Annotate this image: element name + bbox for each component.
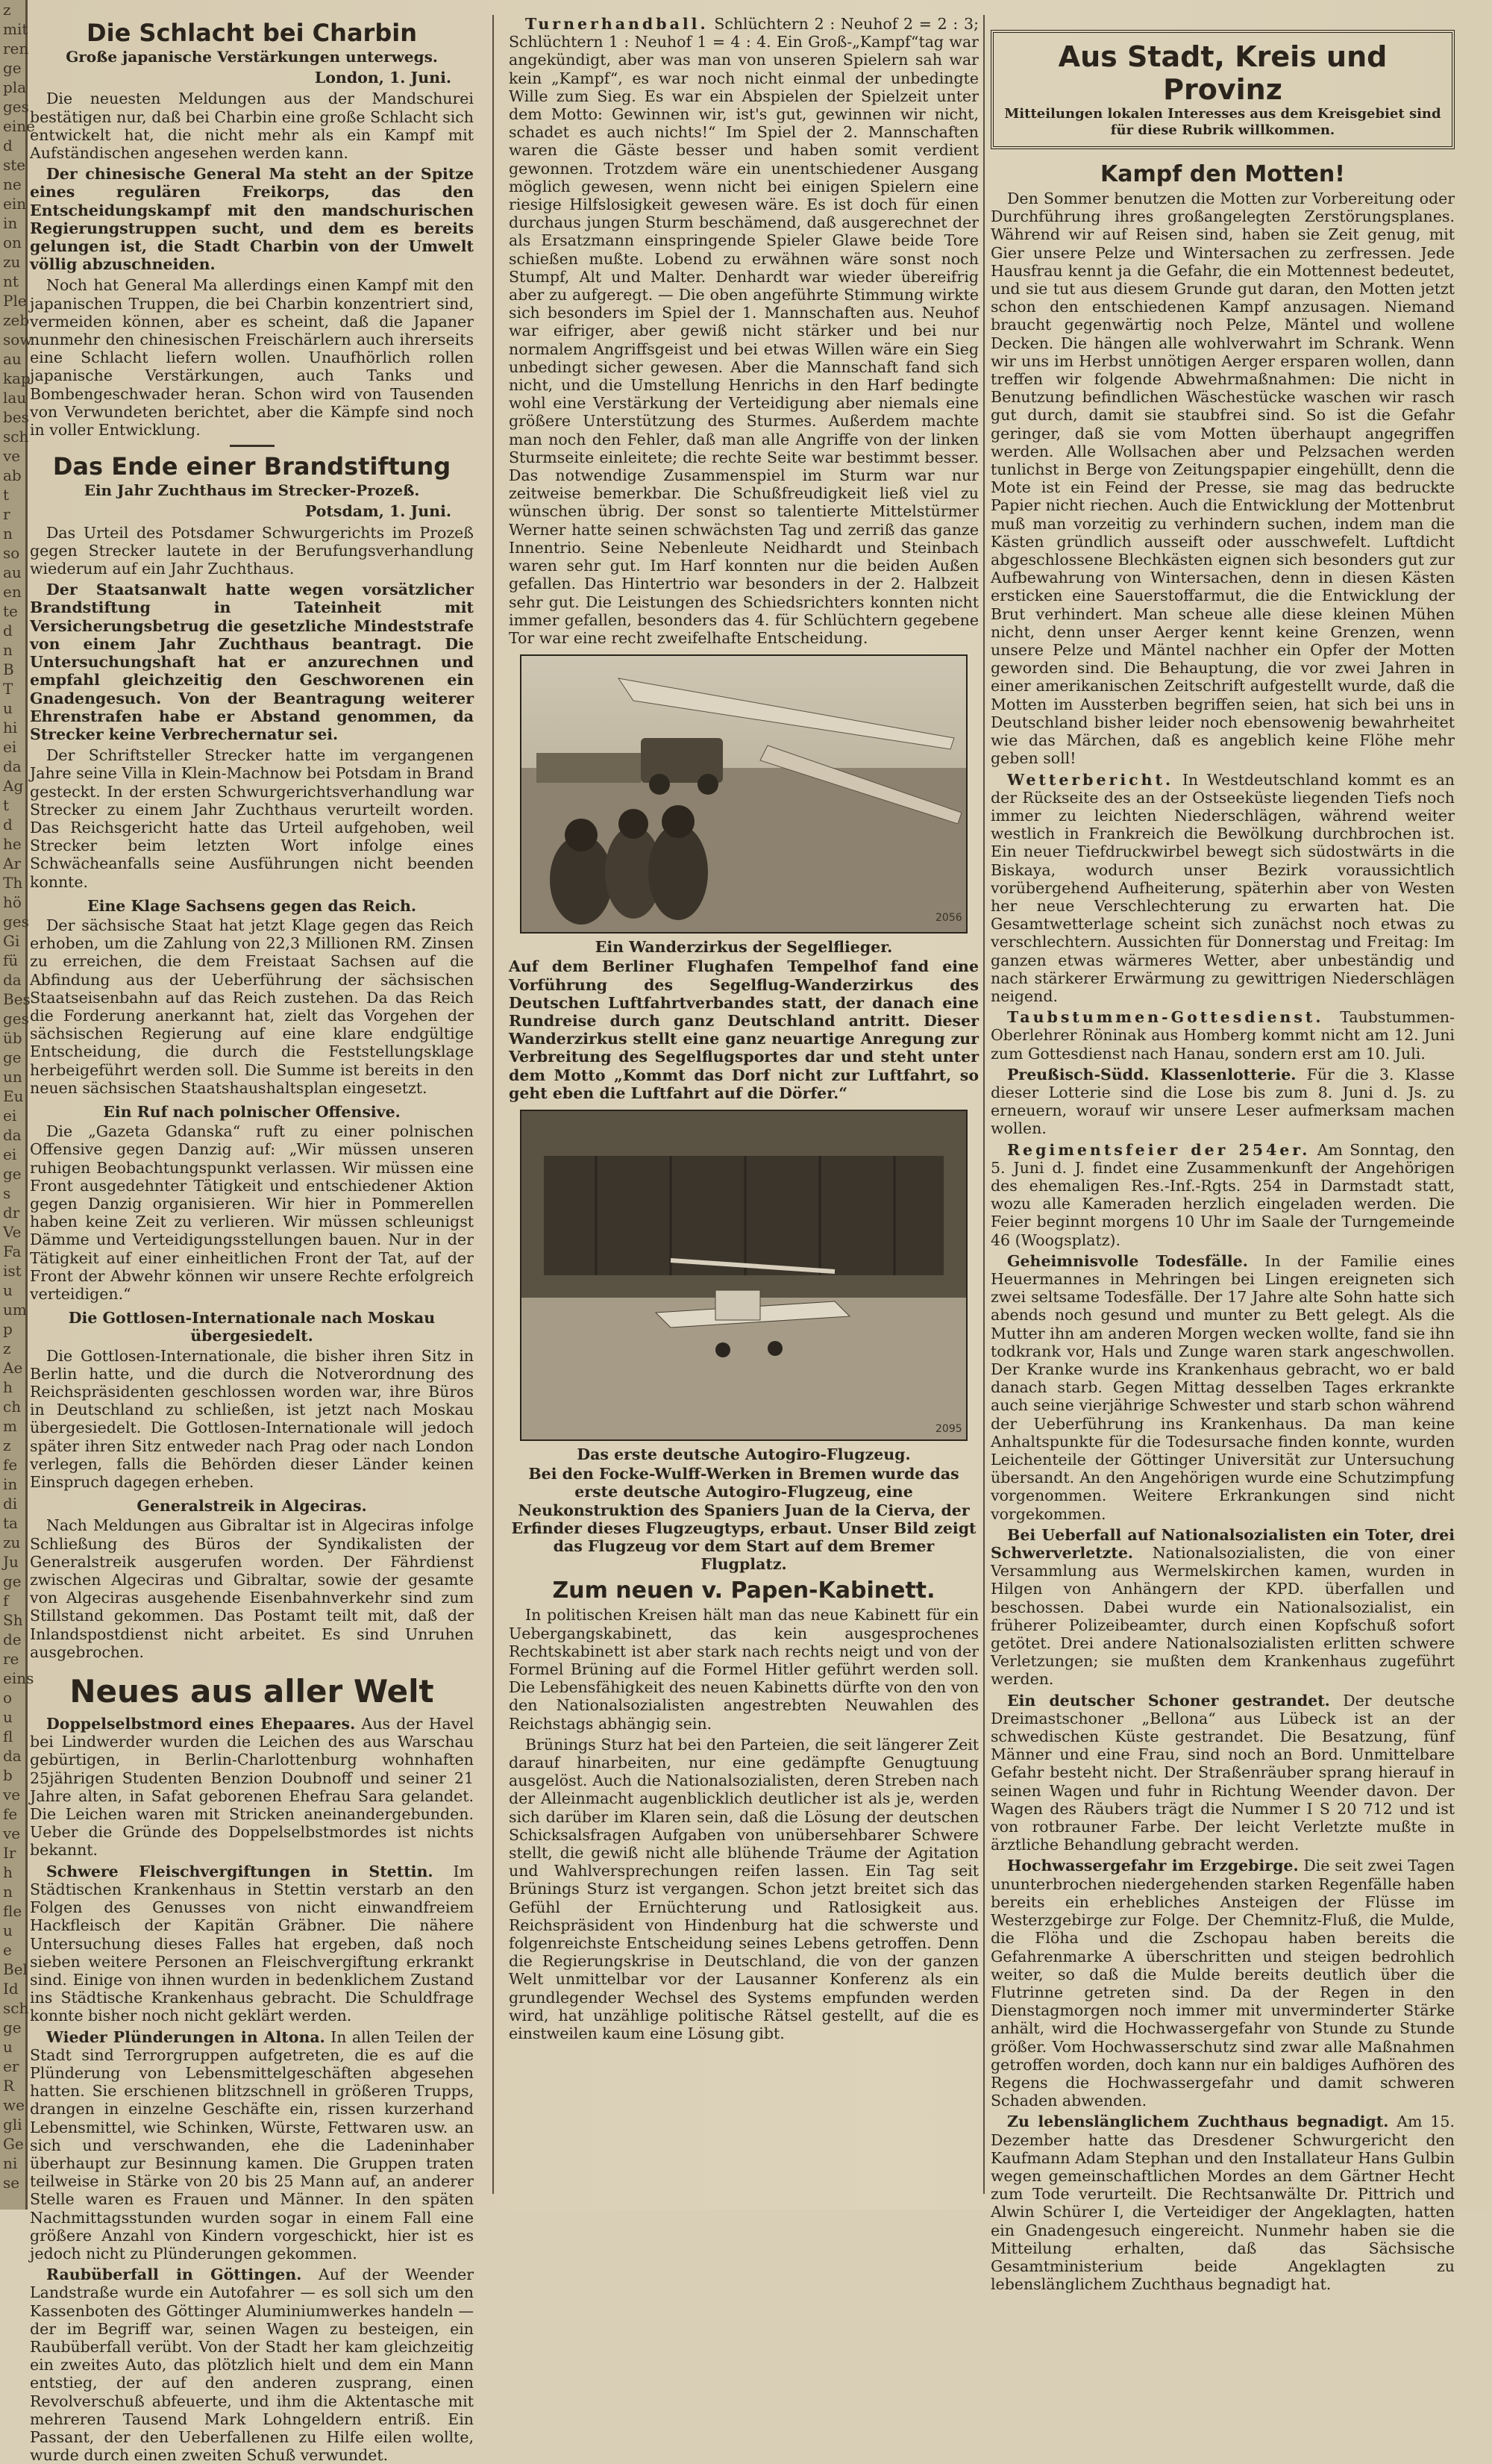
- edge-fragment: ne: [3, 175, 22, 193]
- paragraph: Der sächsische Staat hat jetzt Klage gegen das Reich erhoben, um die Zahlung von 22,3 Millionen RM. Zinsen zu erreichen, die dem Freistaat Sachsen auf die Abfindung aus der Ueberführung der sächsischen Staatseisenbahn auf das Reich zustehen. Da das Reich die Forderung anerkannt hat, zielt das Vorgehen der sächsischen Regierung auf eine klare endgültige Entscheidung, die durch die Feststellungsklage herbeigeführt werden soll. Die Summe ist bereits in den neuen sächsischen Staatshaushaltsplan eingesetzt.: [30, 916, 474, 1097]
- edge-fragment: de: [3, 1630, 22, 1648]
- section-note: Mitteilungen lokalen Interesses aus dem Kreisgebiet sind für diese Rubrik willkommen.: [1004, 106, 1441, 138]
- edge-fragment: un: [3, 1068, 22, 1086]
- item-lead: Raubüberfall in Göttingen.: [46, 2266, 302, 2284]
- headline-algeciras: Generalstreik in Algeciras.: [137, 1497, 367, 1516]
- headline-brandstiftung: Das Ende einer Brandstiftung: [52, 452, 451, 481]
- edge-fragment: Bel: [3, 1960, 28, 1978]
- edge-fragment: gli: [3, 2116, 22, 2133]
- photo-number: 2095: [935, 1422, 962, 1435]
- edge-fragment: ges: [3, 1010, 29, 1028]
- edge-fragment: u: [3, 2038, 13, 2056]
- edge-fragment: m: [3, 1417, 17, 1435]
- item-text: Im Städtischen Krankenhaus in Stettin verstarb an den Folgen des Genusses von nicht einwandfreiem Hackfleisch der Kapitän Gräbner. Die nähere Untersuchung dieses Falles hat ergeben, daß noch sieben weitere Personen an Fleischvergiftung erkrankt sind. Einige von ihnen wurden in bedenklichem Zustand ins Städtische Krankenhaus gebracht. Die Schuldfrage konnte bisher noch nicht geklärt werden.: [30, 1862, 474, 2025]
- column-rule: [492, 15, 494, 2194]
- section-title: Aus Stadt, Kreis und Provinz: [1058, 40, 1388, 106]
- paragraph: Den Sommer benutzen die Motten zur Vorbereitung oder Durchführung ihres großangelegten Zerstörungsplanes. Während wir auf Reisen sind, haben sie Zeit genug, mit Gier unsere Pelze und Wintersachen zu zerfressen. Jede Hausfrau kennt ja die Gefahr, die ein Mottennest bedeutet, und sie tut aus diesem Grunde gut daran, den Motten jetzt schon den entschiedenen Kampf anzusagen. Niemand braucht gegenwärtig noch Pelze, Mäntel und wollene Decken. Die hängen alle wohlverwahrt im Schrank. Wenn wir uns im Herbst unnötigen Aerger ersparen wollen, dann treffen wir folgende Abwehrmaßnahmen: Die nicht in Benutzung befindlichen Wäschestücke waschen wir rasch gut durch, damit sie staubfrei sind. So ist die Gefahr geringer, daß sie vom Motten überhaupt angegriffen werden. Alle Wollsachen aber und Pelzsachen werden tunlichst in Berge von Zeitungspapier eingehüllt, denn die Mote ist ein Feind der Presse, sie mag das bedruckte Papier nicht riechen. Auch die Entwicklung der Mottenbrut muß man vorzeitig zu verhindern suchen, indem man die Kästen gründlich ausseift oder ausschwefelt. Luftdicht abgeschlossene Blechkästen eignen sich besonders gut zur Aufbewahrung von Wintersachen, denn in diesen Kästen ersticken eine Sauerstoffarmut, die die Entwicklung der Brut verhindert. Man scheue alle diese kleinen Mühen nicht, denn unser Aerger kennt keine Grenzen, wenn unsere Pelze und Mäntel nachher ein Opfer der Motten geworden sind. Die Behauptung, die vor zwei Jahren in einer amerikanischen Zeitschrift aufgestellt wurde, daß die Motten im Aussterben begriffen seien, hat sich bei uns in Deutschland bisher leider noch ebensowenig bewahrheitet wie das Märchen, daß es angeblich keine Flöhe mehr geben soll!: [991, 190, 1455, 768]
- item-text: Am 15. Dezember hatte das Dresdener Schwurgericht den Kaufmann Adam Stephan und den Installateur Hans Gulbin wegen gemeinschaftlichen Mordes an dem Gärtner Hecht zum Tode verurteilt. Die Rechtsanwälte Dr. Pittrich und Alwin Schürer I, die Verteidiger der Angeklagten, hatten ein Gnadengesuch eingereicht. Nunmehr haben sie die Mitteilung erhalten, daß das Sächsische Gesamtministerium beide Angeklagten zu lebenslänglichem Zuchthaus begnadigt hat.: [991, 2113, 1455, 2294]
- paragraph: Das Urteil des Potsdamer Schwurgerichts im Prozeß gegen Strecker lautete in der Berufungsverhandlung wiederum auf ein Jahr Zuchthaus.: [30, 523, 474, 578]
- edge-fragment: ve: [3, 1786, 21, 1804]
- edge-fragment: ge: [3, 1048, 22, 1066]
- photo-autogiro-image: [521, 1111, 966, 1439]
- item-text: In allen Teilen der Stadt sind Terrorgruppen aufgetreten, die es auf die Plünderung von Lebensmittelgeschäften abgesehen hatten. Sie erschienen blitzschnell in größeren Trupps, drangen in einzelne Geschäfte ein, rissen kurzerhand Lebensmittel, wie Schinken, Würste, Fettwaren usw. an sich und verschwanden, ehe die Ladeninhaber überhaupt zur Besinnung kamen. Die Gruppen traten teilweise in Stärke von 20 bis 25 Mann auf, an anderer Stelle waren es Frauen und Männer. In den späten Nachmittagsstunden wurden sogar in einem Fall eine größere Anzahl von Kindern vorgeschickt, hier ist es jedoch nicht zu Plünderungen gekommen.: [30, 2027, 474, 2263]
- edge-fragment: t: [3, 796, 10, 814]
- edge-fragment: e: [3, 1941, 12, 1959]
- photo-segelflieger-image: [521, 656, 966, 932]
- edge-fragment: t: [3, 486, 10, 504]
- edge-fragment: in: [3, 214, 18, 232]
- edge-fragment: bes: [3, 408, 29, 426]
- item-text: Die seit zwei Tagen ununterbrochen niedergehenden starken Regenfälle haben bereits ein erhebliches Ansteigen der Flüsse im Westerzgebirge zur Folge. Der Chemnitz-Fluß, die Mulde, die Flöha und die Zschopau haben bereits die Gefahrenmarke A überschritten und steigen bedrohlich weiter, so daß die Mulde bereits deutlich über die Flutrinne getreten sind. Da der Regen in den Dienstagmorgen noch immer mit unverminderter Stärke anhält, wird die Hochwassergefahr von Stunde zu Stunde größer. Vom Hochwasserschutz sind zwar alle Maßnahmen getroffen worden, doch kann nur ein baldiges Aufhören des Regens die Hochwassergefahr und damit schweren Schaden abwenden.: [991, 1857, 1455, 2110]
- edge-fragment: sch: [3, 428, 29, 445]
- edge-fragment: ges: [3, 913, 29, 931]
- edge-fragment: f: [3, 1592, 9, 1610]
- edge-fragment: dr: [3, 1204, 20, 1222]
- item-text: Auf der Weender Landstraße wurde ein Autofahrer — es soll sich um den Kassenboten des Göttinger Aluminiumwerkes handeln — der im Begriff war, seinen Wagen zu besteigen, ein Raubüberfall verübt. Von der Stadt her kam gleichzeitig ein zweites Auto, das plötzlich hielt und dem ein Mann entstieg, der auf den anderen zusprang, einen Revolverschuß abfeuerte, und ihm die Aktentasche mit mehreren Tausend Mark Lohngeldern entriß. Ein Passant, der den Ueberfallenen zu Hilfe eilen wollte, wurde durch einen zweiten Schuß verwundet.: [30, 2266, 474, 2464]
- photo-segelflieger: [520, 654, 968, 934]
- edge-fragment: ni: [3, 2154, 18, 2172]
- paragraph: Der Schriftsteller Strecker hatte im vergangenen Jahre seine Villa in Klein-Machnow bei Potsdam in Brand gesteckt. In der ersten Schwurgerichtsverhandlung war Strecker zu einem Jahr Zuchthaus verurteilt worden. Das Reichsgericht hatte das Urteil aufgehoben, weil Strecker beim letzten Wort infolge eines Schwächeanfalls seine Ausführungen nicht beenden konnte.: [30, 746, 474, 891]
- edge-fragment: d: [3, 137, 13, 154]
- edge-fragment: zu: [3, 1533, 21, 1551]
- edge-fragment: fl: [3, 1727, 13, 1745]
- paragraph: In politischen Kreisen hält man das neue Kabinett für ein Uebergangskabinett, das kein ausgesprochenes Rechtskabinett ist aber stark nach rechts neigt und von der Formel Brüning auf die Formel Hitler geführt werden soll. Die Lebensfähigkeit des neuen Kabinetts dürfte von den von den Nationalsozialisten angestrebten Neuwahlen des Reichstags abhängig sein.: [509, 1606, 979, 1733]
- edge-fragment: ei: [3, 1145, 17, 1163]
- edge-fragment: se: [3, 2174, 20, 2192]
- photo-title: Ein Wanderzirkus der Segelflieger.: [595, 938, 893, 957]
- item-lead: Hochwassergefahr im Erzgebirge.: [1007, 1857, 1299, 1875]
- edge-fragment: Ir: [3, 1844, 16, 1862]
- paragraph: Die „Gazeta Gdanska“ ruft zu einer polnischen Offensive gegen Danzig auf: „Wir müssen unseren ruhigen Beobachtungspunkt verlassen. Wir müssen eine Front ausgedehnter Tätigkeit und entschiedener Aktion gegen Danzig organisieren. Wir hier in Pommerellen haben keine Zeit zu verlieren. Wir müssen schleunigst Dämme und Verteidigungsstellungen bauen. Nur in der Tätigkeit auf einer einheitlichen Front der Tat, auf der Front der Abwehr können wir unsere Rechte erfolgreich verteidigen.“: [30, 1122, 474, 1303]
- paragraph: Noch hat General Ma allerdings einen Kampf mit den japanischen Truppen, die bei Charbin konzentriert sind, vermeiden können, aber es scheint, daß die Japaner nunmehr den chinesischen Freischärlern auch ihrerseits eine Schlacht liefern wollen. Unaufhörlich rollen japanische Verstärkungen, auch Tanks und Bombengeschwader heran. Schon wird von Tausenden von Verwundeten berichtet, aber die Kämpfe sind noch in voller Entwicklung.: [30, 276, 474, 440]
- edge-fragment: Ag: [3, 777, 24, 795]
- edge-fragment: we: [3, 2096, 25, 2114]
- edge-fragment: Bes: [3, 990, 31, 1008]
- item-text: In der Familie eines Heuermannes in Mehringen bei Lingen ereigneten sich zwei seltsame Todesfälle. Der 17 Jahre alte Sohn hatte sich abends noch gesund und munter zu Bett gelegt. Als die Mutter ihn am anderen Morgen wecken wollte, fand sie ihn todkrank vor, Hals und Zunge waren stark angeschwollen. Der Kranke wurde ins Krankenhaus gebracht, wo er bald danach starb. Gegen Mittag desselben Tages erkrankte auch seine vierjährige Schwester und starb schon während der Ueberführung ins Krankenhaus. Da man keine Anhaltspunkte für die Todesursache finden konnte, wurden Leichenteile der Göttinger Universität zur Untersuchung übersandt. An den Angehörigen wurde eine Schutzimpfung vorgenommen. Weitere Erkrankungen sind nicht vorgekommen.: [991, 1251, 1455, 1523]
- edge-fragment: ste: [3, 156, 26, 174]
- edge-fragment: kap: [3, 369, 31, 387]
- edge-fragment: sch: [3, 1999, 29, 2017]
- edge-fragment: Ju: [3, 1553, 19, 1571]
- edge-fragment: Fa: [3, 1242, 22, 1260]
- edge-fragment: ein: [3, 195, 27, 213]
- edge-fragment: Sh: [3, 1611, 23, 1629]
- edge-fragment: da: [3, 757, 22, 775]
- edge-fragment: u: [3, 699, 13, 717]
- photo-title: Das erste deutsche Autogiro-Flugzeug.: [577, 1445, 911, 1463]
- item-text: In Westdeutschland kommt es an der Rückseite des an der Ostseeküste liegenden Tiefs noch immer zu leichten Niederschlägen, während weiter westlich in Frankreich die Bewölkung durchbrochen ist. Ein neuer Tiefdruckwirbel bewegt sich südostwärts in die Biskaya, wodurch unser Bezirk voraussichtlich vorübergehend Aufheiterung, späterhin aber von Westen her neue Verschlechterung zu erwarten hat. Die Gesamtwetterlage scheint sich zunächst noch etwas zu verschlechtern. Aussichten für Donnerstag und Freitag: Im ganzen etwas wärmeres Wetter, aber unbeständig und nach stärkerer Erwärmung zu gewittrigen Niederschlägen neigend.: [991, 770, 1455, 1005]
- edge-fragment: en: [3, 583, 22, 601]
- subheadline: Große japanische Verstärkungen unterwegs.: [66, 48, 438, 66]
- edge-fragment: Ple: [3, 292, 27, 310]
- edge-fragment: ei: [3, 738, 17, 756]
- item-lead: Zu lebenslänglichem Zuchthaus begnadigt.: [1007, 2113, 1389, 2131]
- edge-fragment: ge: [3, 1572, 22, 1590]
- edge-fragment: Ve: [3, 1223, 22, 1241]
- edge-fragment: lau: [3, 389, 27, 407]
- headline-aller-welt: Neues aus aller Welt: [69, 1673, 434, 1710]
- item-text: Taubstummen-Oberlehrer Röninak aus Homberg kommt nicht am 12. Juni zum Gottesdienst nach Hanau, sondern erst am 10. Juli.: [991, 1008, 1455, 1063]
- adjacent-page-edge: [0, 0, 35, 2210]
- edge-fragment: Ge: [3, 2135, 24, 2153]
- edge-fragment: fü: [3, 951, 19, 969]
- photo-autogiro: [520, 1110, 968, 1441]
- edge-fragment: fe: [3, 1805, 18, 1823]
- edge-fragment: te: [3, 602, 18, 620]
- item-lead: Bei Ueberfall auf Nationalsozialisten ein Toter, drei Schwerverletzte.: [991, 1525, 1455, 1563]
- item-lead: Ein deutscher Schoner gestrandet.: [1007, 1691, 1330, 1710]
- edge-fragment: in: [3, 1475, 18, 1493]
- headline-kabinett: Zum neuen v. Papen-Kabinett.: [552, 1577, 935, 1604]
- edge-fragment: er: [3, 2057, 19, 2075]
- item-text: Der deutsche Dreimastschoner „Bellona“ aus Lübeck ist an der schwedischen Küste gestrandet. Die Besatzung, fünf Männer und eine Frau, sind noch an Bord. Unmittelbare Gefahr besteht nicht. Der Straßenräuber sprang hierauf in seinen Wagen und fuhr in Richtung Weender davon. Der Wagen des Räubers trägt die Nummer I S 20 712 und ist von rotbrauner Farbe. Der leicht Verletzte mußte in ärztliche Behandlung gebracht werden.: [991, 1691, 1455, 1854]
- edge-fragment: Ae: [3, 1359, 23, 1377]
- edge-fragment: o: [3, 1689, 13, 1707]
- column-3: [991, 15, 1455, 2294]
- edge-fragment: fe: [3, 1456, 18, 1474]
- item-lead: Doppelselbstmord eines Ehepaares.: [46, 1715, 356, 1733]
- edge-fragment: h: [3, 1863, 13, 1881]
- edge-fragment: n: [3, 525, 13, 542]
- paragraph: Die Gottlosen-Internationale, die bisher ihren Sitz in Berlin hatte, und die durch die Notverordnung des Reichspräsidenten geschlossen worden war, ihre Büros in Deutschland zu schließen, ist jetzt nach Moskau übergesiedelt. Die Gottlosen-Internationale will jedoch später ihren Sitz entweder nach Prag oder nach London verlegen, falls die Behörden dieser Länder keinen Einspruch dagegen erheben.: [30, 1346, 474, 1492]
- edge-fragment: he: [3, 835, 22, 853]
- edge-fragment: da: [3, 1126, 22, 1144]
- edge-fragment: nt: [3, 272, 19, 290]
- edge-fragment: ge: [3, 59, 22, 77]
- edge-fragment: ve: [3, 1824, 21, 1842]
- edge-fragment: ren: [3, 40, 29, 57]
- edge-fragment: ab: [3, 466, 22, 484]
- section-header-box: [991, 30, 1455, 149]
- edge-fragment: di: [3, 1495, 18, 1513]
- edge-fragment: d: [3, 816, 13, 834]
- edge-fragment: u: [3, 1922, 13, 1939]
- photo-number: 2056: [935, 912, 962, 925]
- item-lead: Wetterbericht.: [1007, 770, 1174, 789]
- paragraph: Die neuesten Meldungen aus der Mandschurei bestätigen nur, daß bei Charbin eine große Schlacht sich entwickelt hat, die nicht mehr als ein Kampf mit Aufständischen angesehen werden kann.: [30, 90, 474, 163]
- edge-fragment: p: [3, 1320, 13, 1338]
- paragraph: Nach Meldungen aus Gibraltar ist in Algeciras infolge Schließung des Büros der Syndikalisten der Generalstreik ausgerufen worden. Der Fährdienst zwischen Algeciras und Gibraltar, sowie der gesamte von Algeciras ausgehende Eisenbahnverkehr sind zum Stillstand gekommen. Das Postamt teilt mit, daß der Inlandspostdienst nicht arbeitet. Es sind Unruhen ausgebrochen.: [30, 1516, 474, 1661]
- item-lead: Schwere Fleischvergiftungen in Stettin.: [46, 1862, 433, 1880]
- item-lead: Regimentsfeier der 254er.: [1007, 1140, 1311, 1159]
- edge-fragment: Gi: [3, 932, 20, 950]
- edge-fragment: Eu: [3, 1087, 24, 1105]
- edge-fragment: sow: [3, 331, 33, 348]
- edge-fragment: s: [3, 1184, 11, 1202]
- edge-fragment: T: [3, 680, 13, 698]
- edge-fragment: da: [3, 1747, 22, 1765]
- item-lead: Wieder Plünderungen in Altona.: [46, 2027, 325, 2046]
- photo-caption: Auf dem Berliner Flughafen Tempelhof fand eine Vorführung des Segelflug-Wanderzirkus des Deutschen Luftfahrtverbandes statt, der danach eine Rundreise durch ganz Deutschland antritt. Dieser Wanderzirkus stellt eine ganz neuartige Anregung zur Verbreitung des Segelflugsportes dar und steht unter dem Motto „Kommt das Dorf nicht zur Luftfahrt, so geht eben die Luftfahrt auf die Dörfer.“: [509, 957, 979, 1102]
- edge-fragment: pla: [3, 78, 27, 96]
- headline-motten: Kampf den Motten!: [1100, 161, 1345, 187]
- edge-fragment: ch: [3, 1398, 22, 1416]
- edge-fragment: Th: [3, 874, 23, 892]
- edge-fragment: u: [3, 1281, 13, 1299]
- item-lead: Turnerhandball.: [525, 15, 709, 33]
- paragraph: Brünings Sturz hat bei den Parteien, die seit längerer Zeit darauf hinarbeiten, nur eine gedämpfte Genugtuung ausgelöst. Auch die Nationalsozialisten, deren Streben nach der Alleinmacht augenblicklich deutlicher ist als je, werden sich darüber im Klaren sein, daß die Lösung der deutschen Schicksalsfragen Aufgaben von unübersehbarer Schwere stellt, die gewiß nicht alle blühende Träume der Agitation und Wahlversprechungen reifen lassen. Ein Tag seit Brünings Sturz ist vergangen. Schon jetzt breitet sich das Gefühl der Ernüchterung und Ratlosigkeit aus. Reichspräsident von Hindenburg hat die schwerste und folgenreichste Entscheidung seines Lebens getroffen. Denn die Regierungskrise in Deutschland, die von der ganzen Welt unmittelbar vor der Lausanner Konferenz als ein grundlegender Wechsel des Systems empfunden werden wird, hat unzählige politische Rätsel gestellt, auf die es einstweilen kaum eine Lösung gibt.: [509, 1735, 979, 2043]
- edge-fragment: Ar: [3, 854, 22, 872]
- item-text: Aus der Havel bei Lindwerder wurden die Leichen des aus Warschau gebürtigen, in Berlin-Charlottenburg wohnhaften 25jährigen Studenten Benzion Doubnoff und seiner 21 Jahre alten, in Safat geborenen Ehefrau Sara gelandet. Die Leichen waren mit Stricken aneinandergebunden. Ueber die Gründe des Doppelselbstmordes ist nichts bekannt.: [30, 1715, 474, 1860]
- item-lead: Geheimnisvolle Todesfälle.: [1007, 1251, 1248, 1270]
- edge-fragment: re: [3, 1650, 19, 1668]
- edge-fragment: hö: [3, 893, 22, 911]
- edge-fragment: on: [3, 234, 22, 251]
- item-text: Am Sonntag, den 5. Juni d. J. findet eine Zusammenkunft der Angehörigen des ehemaligen Res.-Inf.-Rgts. 254 in Darmstadt statt, wozu alle Kameraden herzlich eingeladen werden. Die Feier beginnt morgens 10 Uhr im Saale der Turngemeinde 46 (Woogsplatz).: [991, 1140, 1455, 1249]
- edge-fragment: mit: [3, 20, 28, 38]
- edge-fragment: h: [3, 1378, 13, 1396]
- item-lead: Preußisch-Südd. Klassenlotterie.: [1007, 1065, 1297, 1084]
- edge-fragment: ta: [3, 1514, 18, 1532]
- item-text: Schlüchtern 2 : Neuhof 2 = 2 : 3; Schlüchtern 1 : Neuhof 1 = 4 : 4. Ein Groß-„Kampf“tag war angekündigt, aber was man von unseren Spielern sah war kein „Kampf“, es war noch nicht einmal der unbedingte Wille zum Sieg. Es war ein Abspielen der Spielzeit unter dem Motto: Gewinnen wir, ist's gut, gewinnen wir nicht, schadet es auch nichts!“ Im Spiel der 2. Mannschaften waren die Gäste besser und haben somit verdient gewonnen. Trotzdem wäre ein unentschiedener Ausgang möglich gewesen, wenn nicht bei einigen Spielern eine riesige Hilfslosigkeit gewesen wäre. Es ist doch für einen durchaus jungen Sturm beschämend, daß ausgerechnet der als Ersatzmann einspringende Spieler Glawe beide Tore schießen mußte. Lobend zu erwähnen wäre sonst noch Stumpf, Alt und Malter. Denhardt war wieder übereifrig aber zu aufgeregt. — Die oben angeführte Stimmung wirkte sich besonders im Spiel der 1. Mannschaften aus. Neuhof war eifriger, aber gewiß nicht stärker und bei nur normalem Angriffsgeist und bei etwas Willen wäre ein Sieg unbedingt sicher gewesen. Aber die Mannschaft fand sich nicht, und die Umstellung Henrichs in den Harf bedingte wohl eine Verstärkung der Verteidigung aber niemals eine größere Unterstützung des Sturmes. Außerdem machte man noch den Fehler, daß man alle Angriffe von der linken Sturmseite einleitete; die rechte Seite war bestimmt besser. Das notwendige Zusammenspiel im Sturm war nur zeitweise bemerkbar. Die Schußfreudigkeit ließ viel zu wünschen übrig. Der sonst so talentierte Mittelstürmer Werner hatte seinen schwächsten Tag und zerriß das ganze Innentrio. Seine Nebenleute Neidhardt und Steinbach waren sehr gut. Im Harf konnten nur die beiden Außen gefallen. Das Hintertrio war besonders in der 2. Halbzeit sehr gut. Die Leistungen des Schiedsrichters konnten nicht immer gefallen, besonders das 4. für Schlüchtern gegebene Tor war eine recht zweifelhafte Entscheidung.: [509, 15, 979, 647]
- photo-caption: Bei den Focke-Wulff-Werken in Bremen wurde das erste deutsche Autogiro-Flugzeug, eine Neukonstruktion des Spaniers Juan de la Cierva, der Erfinder dieses Flugzeugtyps, erbaut. Unser Bild zeigt das Flugzeug vor dem Start auf dem Bremer Flugplatz.: [511, 1465, 977, 1574]
- edge-fragment: zu: [3, 253, 21, 271]
- edge-fragment: n: [3, 1883, 13, 1901]
- headline-sachsen: Eine Klage Sachsens gegen das Reich.: [87, 896, 417, 915]
- edge-fragment: R: [3, 2077, 15, 2095]
- headline-charbin: Die Schlacht bei Charbin: [87, 19, 417, 47]
- dateline: Potsdam, 1. Juni.: [304, 502, 451, 521]
- paragraph: Der chinesische General Ma steht an der Spitze eines regulären Freikorps, das den Entscheidungskampf mit den mandschurischen Regierungstruppen sucht, und dem es bereits gelungen ist, die Stadt Charbin von der Umwelt völlig abzuschneiden.: [30, 165, 474, 274]
- column-2: [509, 15, 979, 2195]
- edge-fragment: z: [3, 1, 11, 19]
- edge-fragment: u: [3, 1708, 13, 1726]
- column-rule: [983, 15, 985, 2194]
- edge-fragment: da: [3, 971, 22, 989]
- edge-fragment: zeb: [3, 311, 30, 329]
- edge-fragment: B: [3, 660, 14, 678]
- edge-fragment: hi: [3, 719, 18, 737]
- edge-fragment: fle: [3, 1902, 22, 1920]
- edge-fragment: r: [3, 505, 10, 523]
- edge-fragment: z: [3, 1339, 11, 1357]
- edge-fragment: um: [3, 1301, 27, 1319]
- subheadline: Ein Jahr Zuchthaus im Strecker-Prozeß.: [84, 481, 420, 500]
- edge-fragment: eine: [3, 117, 35, 135]
- edge-fragment: ge: [3, 2019, 22, 2036]
- dateline: London, 1. Juni.: [314, 69, 451, 87]
- headline-gottlosen: Die Gottlosen-Internationale nach Moskau übergesiedelt.: [68, 1309, 436, 1345]
- item-text: Nationalsozialisten, die von einer Versammlung aus Wermelskirchen kamen, wurden in Hilgen von Anhängern der KPD. überfallen und beschossen. Dabei wurde ein Nationalsozialist, ein früherer Polizeibeamter, durch einen Kopfschuß sofort getötet. Drei andere Nationalsozialisten erlitten schwere Verletzungen; sie mußten dem Krankenhaus zugeführt werden.: [991, 1544, 1455, 1689]
- edge-fragment: ges: [3, 98, 29, 116]
- item-lead: Taubstummen-Gottesdienst.: [1007, 1008, 1324, 1027]
- edge-fragment: ist: [3, 1262, 22, 1280]
- edge-fragment: b: [3, 1766, 13, 1784]
- edge-fragment: ve: [3, 447, 21, 465]
- edge-fragment: üb: [3, 1029, 22, 1047]
- edge-fragment: au: [3, 563, 22, 581]
- item-text: Für die 3. Klasse dieser Lotterie sind die Lose bis zum 8. Juni d. Js. zu erneuern, worauf wir unsere Leser aufmerksam machen wollen.: [991, 1065, 1455, 1138]
- paragraph: Der Staatsanwalt hatte wegen vorsätzlicher Brandstiftung in Tateinheit mit Versicherungsbetrug die gesetzliche Mindeststrafe von einem Jahr Zuchthaus beantragt. Die Untersuchungshaft hat er anzurechnen und empfahl gleichzeitig den Geschworenen ein Gnadengesuch. Von der Beantragung weiterer Ehrenstrafen habe er Abstand genommen, da Strecker keine Verbrechernatur sei.: [30, 581, 474, 743]
- edge-fragment: au: [3, 350, 22, 368]
- edge-fragment: ge: [3, 1165, 22, 1183]
- edge-fragment: z: [3, 1436, 11, 1454]
- edge-fragment: n: [3, 641, 13, 659]
- headline-offensive: Ein Ruf nach polnischer Offensive.: [103, 1102, 401, 1121]
- edge-fragment: so: [3, 544, 20, 562]
- column-1: [30, 15, 474, 2464]
- edge-fragment: eins: [3, 1669, 34, 1687]
- edge-fragment: Id: [3, 1980, 19, 1998]
- edge-fragment: ei: [3, 1107, 17, 1125]
- edge-fragment: d: [3, 622, 13, 640]
- separator: [230, 445, 275, 447]
